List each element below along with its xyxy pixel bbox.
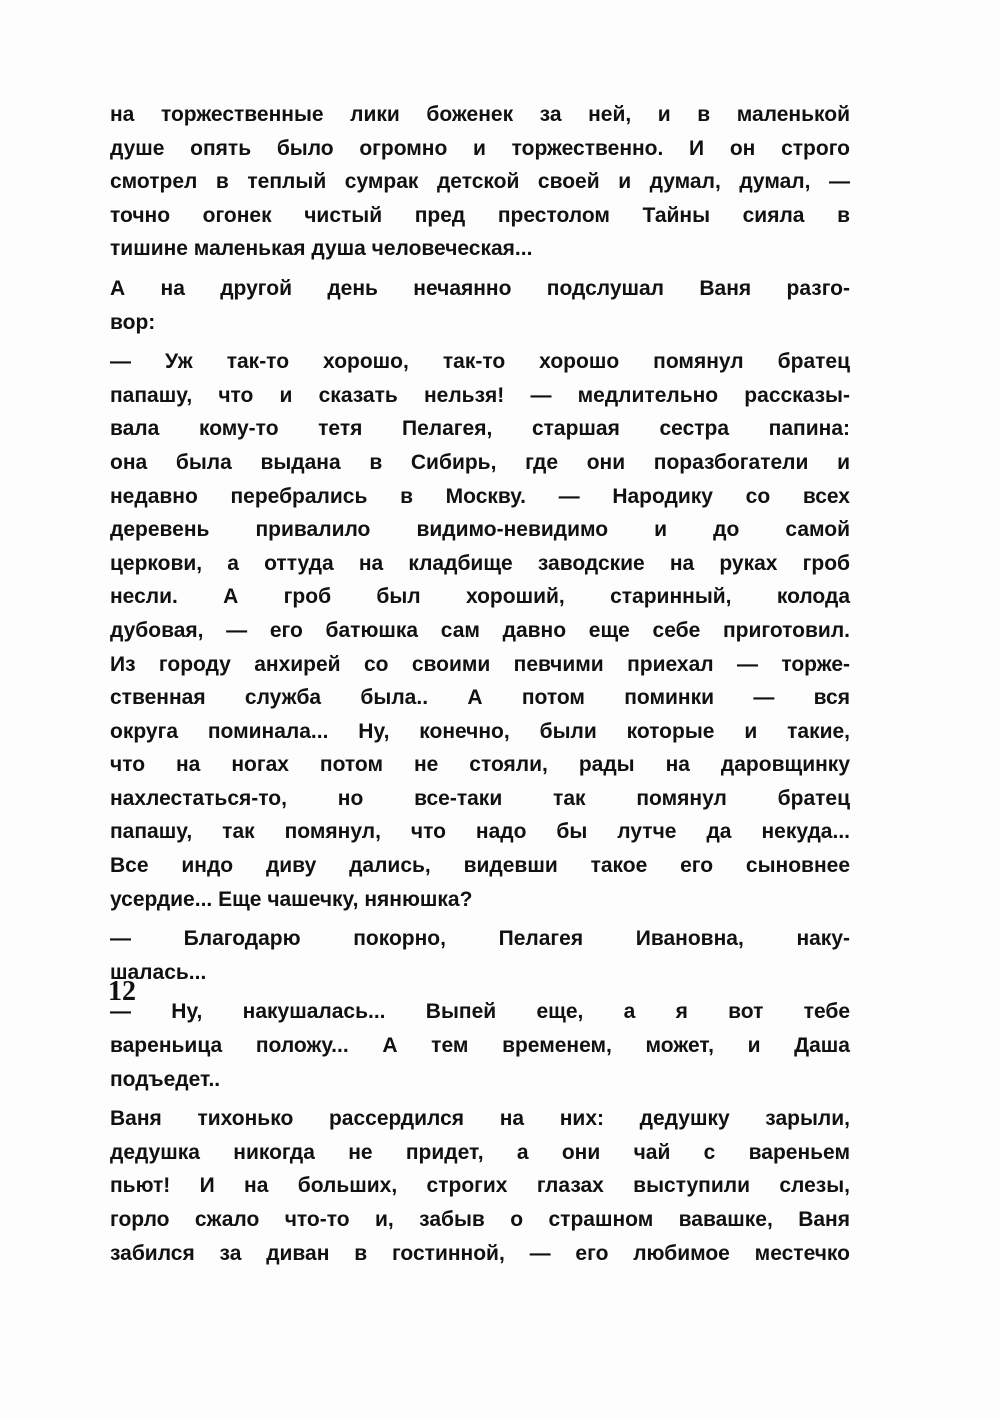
page-text: [110, 98, 850, 1270]
text-line: округа поминала... Ну, конечно, были которые и такие,: [110, 719, 850, 743]
text-line: вареньица положу... А тем временем, может, и Даша: [110, 1034, 850, 1058]
text-line: на торжественные лики боженек за ней, и в маленькой: [110, 103, 850, 126]
text-line: усердие... Еще чашечку, нянюшка?: [110, 887, 473, 911]
text-line: папашу, так помянул, что надо бы лутче да некуда...: [110, 820, 850, 844]
text-line: ственная служба была.. А потом поминки — вся: [110, 686, 850, 710]
text-line: вор:: [110, 310, 156, 334]
text-line: — Ну, накушалась... Выпей еще, а я вот тебе: [110, 1000, 850, 1024]
text-line: деревень привалило видимо-невидимо и до самой: [110, 518, 850, 542]
text-line: Все индо диву дались, видевши такое его сыновнее: [110, 854, 850, 878]
text-line: дубовая, — его батюшка сам давно еще себе приготовил.: [110, 618, 850, 642]
text-line: забился за диван в гостинной, — его любимое местечко: [110, 1241, 850, 1265]
text-line: церкови, а оттуда на кладбище заводские на руках гроб: [110, 551, 850, 575]
text-line: душе опять было огромно и торжественно. И он строго: [110, 136, 850, 160]
text-line: папашу, что и сказать нельзя! — медлительно рассказы-: [110, 383, 850, 407]
text-line: несли. А гроб был хороший, старинный, колода: [110, 585, 850, 609]
page-number: 12: [108, 976, 136, 1007]
text-line: недавно перебрались в Москву. — Народику со всех: [110, 484, 850, 508]
text-line: что на ногах потом не стояли, рады на даровщинку: [110, 753, 850, 777]
text-line: — Благодарю покорно, Пелагея Ивановна, наку-: [110, 927, 850, 951]
text-line: точно огонек чистый пред престолом Тайны сияла в: [110, 203, 850, 227]
text-line: дедушка никогда не придет, а они чай с вареньем: [110, 1140, 850, 1164]
text-line: шалась...: [110, 960, 207, 984]
text-line: Из городу анхирей со своими певчими приехал — торже-: [110, 652, 850, 676]
text-line: подъедет..: [110, 1067, 221, 1091]
text-line: пьют! И на больших, строгих глазах выступили слезы,: [110, 1174, 850, 1198]
text-line: смотрел в теплый сумрак детской своей и думал, думал, —: [110, 170, 850, 194]
text-line: она была выдана в Сибирь, где они поразбогатели и: [110, 450, 850, 474]
text-line: горло сжало что-то и, забыв о страшном вавашке, Ваня: [110, 1208, 850, 1231]
text-line: Ваня тихонько рассердился на них: дедушку зарыли,: [110, 1107, 850, 1131]
text-line: — Уж так-то хорошо, так-то хорошо помянул братец: [110, 350, 850, 374]
text-line: А на другой день нечаянно подслушал Ваня разго-: [110, 276, 850, 300]
text-line: тишине маленькая душа человеческая...: [110, 237, 533, 261]
text-line: нахлестаться-то, но все-таки так помянул братец: [110, 786, 850, 810]
text-line: вала кому-то тетя Пелагея, старшая сестра папина:: [110, 417, 850, 441]
